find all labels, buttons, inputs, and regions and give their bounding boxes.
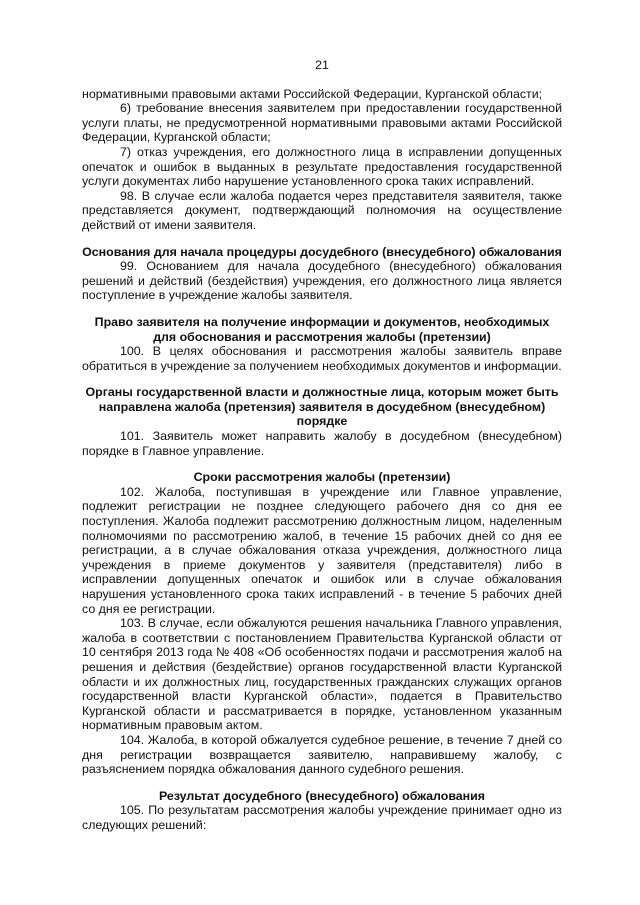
body-paragraph: 104. Жалоба, в которой обжалуется судебное решение, в течение 7 дней со дня регистрации возвращается заявителю, направившему жалобу, с разъяснением порядка обжалования данного судебного решения. <box>82 732 562 777</box>
body-paragraph: 99. Основанием для начала досудебного (внесудебного) обжалования решений и действий (бездействия) учреждения, его должностного лица является поступление в учреждение жалобы заявителя. <box>82 259 562 303</box>
body-paragraph: 98. В случае если жалоба подается через представителя заявителя, также представляется документ, подтверждающий полномочия на осуществление действий от имени заявителя. <box>82 188 562 232</box>
body-paragraph: 7) отказ учреждения, его должностного лица в исправлении допущенных опечаток и ошибок в выданных в результате предоставления государственной услуги документах либо нарушение установленного срока таких исправлений. <box>82 144 562 189</box>
body-paragraph: 102. Жалоба, поступившая в учреждение или Главное управление, подлежит регистрации не позднее следующего рабочего дня со дня ее поступления. Жалоба подлежит рассмотрению должностным лицом, наделенным полномочиями по рассмотрению жалоб, в течение 15 рабочих дней со дня ее регистрации, а в случае обжалования отказа учреждения, должностного лица учреждения в приеме документов у заявителя (представителя) либо в исправлении допущенных опечаток и ошибок или в случае обжалования нарушения установленного срока таких исправлений - в течение 5 рабочих дней со дня ее регистрации. <box>82 484 562 616</box>
body-paragraph: 101. Заявитель может направить жалобу в досудебном (внесудебном) порядке в Главное управление. <box>82 429 562 458</box>
body-paragraph: 6) требование внесения заявителем при предоставлении государственной услуги платы, не предусмотренной нормативными правовыми актами Российской Федерации, Курганской области; <box>82 101 562 145</box>
body-paragraph: нормативными правовыми актами Российской Федерации, Курганской области; <box>82 86 543 101</box>
page-number: 21 <box>315 58 329 72</box>
section-heading: Право заявителя на получение информации и документов, необходимых для обоснования и рассмотрения жалобы (претензии) <box>94 314 550 344</box>
body-paragraph: 103. В случае, если обжалуются решения начальника Главного управления, жалоба в соответствии с постановлением Правительства Курганской области от 10 сентября 2013 года № 408 «Об особенностях подачи и рассмотрения жалоб на решения и действия (бездействие) органов государственной власти Курганской области и их должностных лиц, государственных гражданских служащих органов государственной власти Курганской области», подается в Правительство Курганской области и рассматривается в порядке, установленном указанным нормативным правовым актом. <box>82 616 562 733</box>
page-content <box>82 58 562 833</box>
section-heading: Основания для начала процедуры досудебного (внесудебного) обжалования <box>82 244 562 259</box>
section-heading: Органы государственной власти и должностные лица, которым может быть направлена жалоба (претензия) заявителя в досудебном (внесудебном) порядке <box>85 385 559 429</box>
body-paragraph: 100. В целях обоснования и рассмотрения жалобы заявитель вправе обратиться в учреждение за получением необходимых документов и информации. <box>82 344 562 373</box>
body-paragraph: 105. По результатам рассмотрения жалобы учреждение принимает одно из следующих решений: <box>82 803 562 832</box>
section-heading: Результат досудебного (внесудебного) обжалования <box>158 788 486 803</box>
document-body <box>82 87 562 833</box>
section-heading: Сроки рассмотрения жалобы (претензии) <box>193 470 451 485</box>
